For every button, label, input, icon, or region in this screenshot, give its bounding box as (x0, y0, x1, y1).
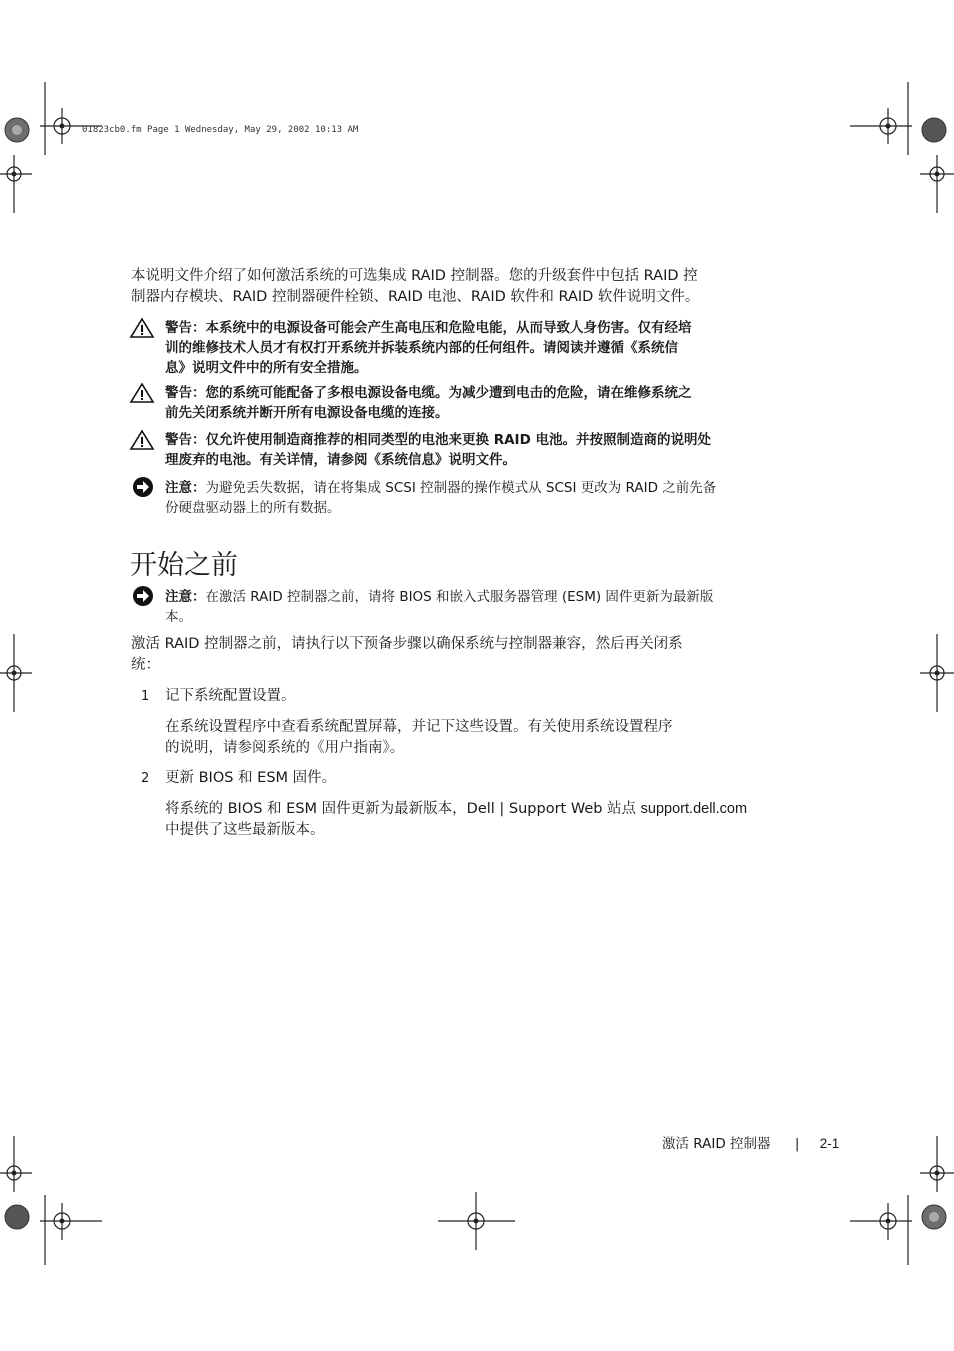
step-desc-line: 的说明，请参阅系统的《用户指南》。 (165, 740, 405, 756)
warning-triangle-icon (129, 382, 155, 404)
intro-line-2: 制器内存模块、RAID 控制器硬件栓锁、RAID 电池、RAID 软件和 RAID 软件说明文件。 (131, 289, 700, 305)
step-title: 记下系统配置设置。 (165, 688, 296, 704)
notice-text-line: 本。 (165, 609, 192, 625)
data-loss-notice (165, 478, 755, 518)
warning-text-line: 您的系统可能配备了多根电源设备电缆。为减少遭到电击的危险，请在维修系统之 (205, 385, 692, 401)
footer-separator: | (794, 1136, 800, 1152)
section-paragraph (131, 634, 751, 676)
warning-notice-2 (165, 383, 755, 423)
section-title: 开始之前 (130, 550, 238, 581)
notice-label: 注意： (165, 480, 206, 496)
footer (662, 1132, 839, 1152)
step-desc-line: 在系统设置程序中查看系统配置屏幕，并记下这些设置。有关使用系统设置程序 (165, 719, 673, 735)
footer-title: 激活 RAID 控制器 (662, 1136, 771, 1152)
notice-arrow-icon (132, 476, 154, 498)
warning-text-line: 训的维修技术人员才有权打开系统并拆装系统内部的任何组件。请阅读并遵循《系统信 (165, 340, 678, 356)
step-desc-line: 中提供了这些最新版本。 (165, 822, 325, 838)
warning-text-line: 理废弃的电池。有关详情，请参阅《系统信息》说明文件。 (165, 452, 516, 468)
step-number: 2 (141, 771, 150, 786)
step-title: 更新 BIOS 和 ESM 固件。 (165, 770, 337, 786)
section-para-line-1: 激活 RAID 控制器之前，请执行以下预备步骤以确保系统与控制器兼容，然后再关闭系 (131, 636, 683, 652)
notice-text-line: 份硬盘驱动器上的所有数据。 (165, 500, 341, 516)
warning-text-line: 本系统中的电源设备可能会产生高电压和危险电能，从而导致人身伤害。仅有经培 (205, 320, 692, 336)
warning-triangle-icon (129, 429, 155, 451)
section-para-line-2: 统： (131, 657, 160, 673)
intro-paragraph (131, 266, 751, 308)
header-meta: 01823cb0.fm Page 1 Wednesday, May 29, 2002 10:13 AM (82, 125, 359, 135)
notice-label: 注意： (165, 589, 206, 605)
notice-text-line: 在激活 RAID 控制器之前，请将 BIOS 和嵌入式服务器管理 (ESM) 固件更新为最新版 (205, 589, 714, 605)
warning-text-line: 仅允许使用制造商推荐的相同类型的电池来更换 RAID 电池。并按照制造商的说明处 (205, 432, 711, 448)
warning-notice-3 (165, 430, 755, 470)
warning-text-line: 息》说明文件中的所有安全措施。 (165, 360, 368, 376)
step-description (165, 799, 765, 841)
warning-label: 警告： (165, 385, 206, 401)
warning-triangle-icon (129, 317, 155, 339)
step-number: 1 (141, 689, 150, 704)
bios-update-notice (165, 587, 755, 627)
step-desc-line: 将系统的 BIOS 和 ESM 固件更新为最新版本，Dell | Support Web 站点 (165, 801, 641, 817)
notice-arrow-icon (132, 585, 154, 607)
page-number: 2-1 (819, 1136, 840, 1151)
notice-text-line: 为避免丢失数据，请在将集成 SCSI 控制器的操作模式从 SCSI 更改为 RAID 之前先备 (205, 480, 717, 496)
warning-label: 警告： (165, 432, 206, 448)
warning-text-line: 前先关闭系统并断开所有电源设备电缆的连接。 (165, 405, 449, 421)
warning-label: 警告： (165, 320, 206, 336)
intro-line-1: 本说明文件介绍了如何激活系统的可选集成 RAID 控制器。您的升级套件中包括 RAID 控 (131, 268, 698, 284)
warning-notice-1 (165, 318, 755, 378)
step-description (165, 717, 755, 759)
support-url-link[interactable]: support.dell.com (640, 801, 748, 817)
